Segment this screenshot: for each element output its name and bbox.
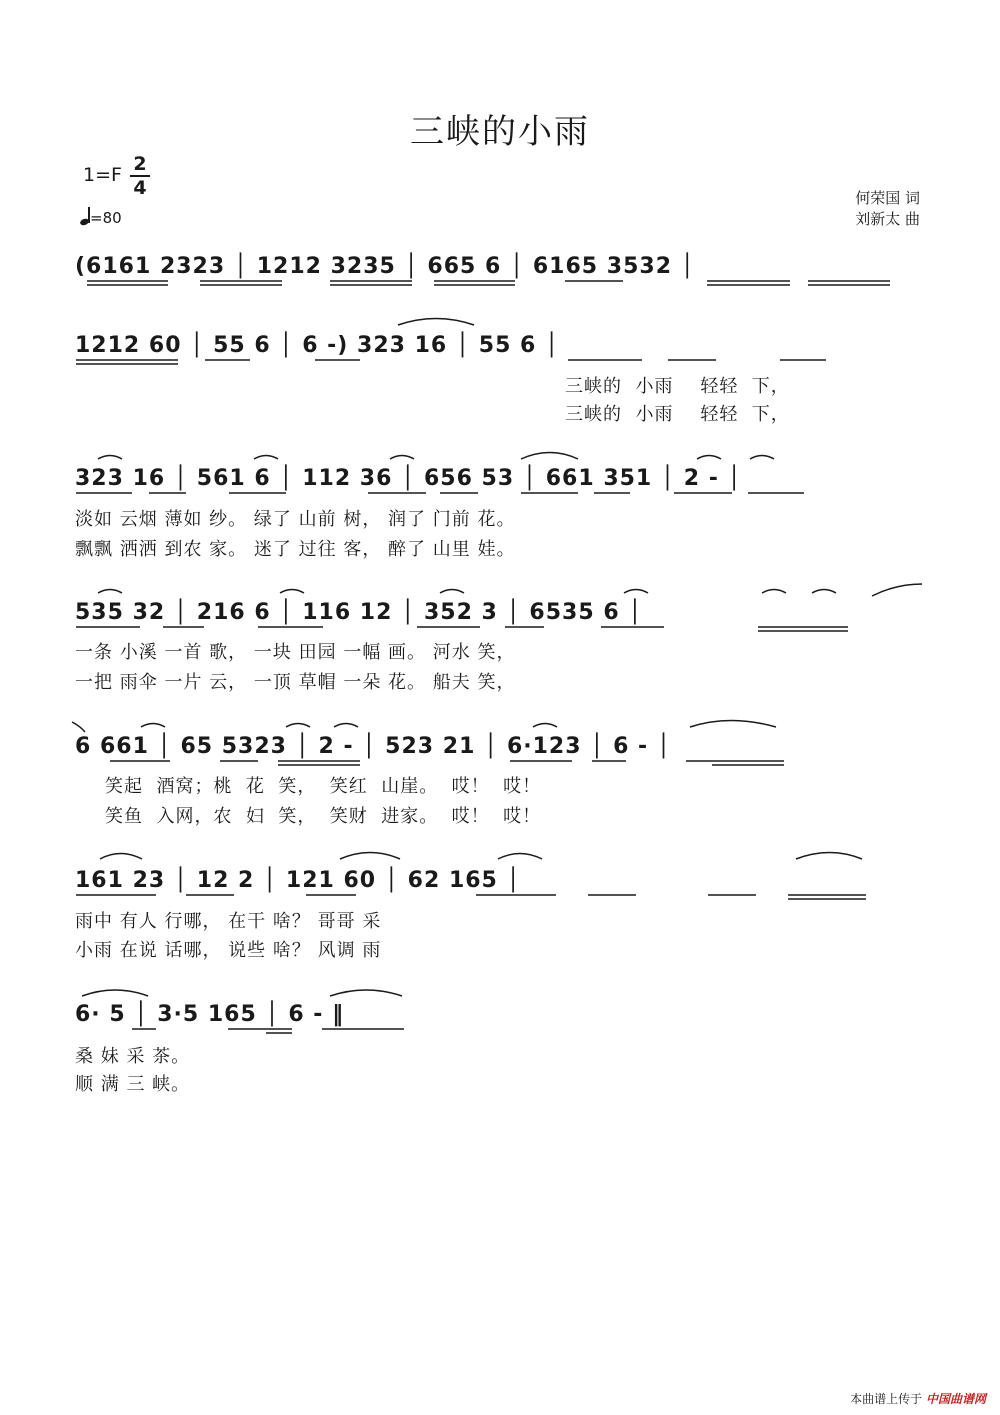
song-title: 三峡的小雨 xyxy=(410,112,590,152)
lyric-line-7-verse-2: 顺 满 三 峡。 xyxy=(75,1074,191,1095)
lyric-line-2-verse-1: 三峡的 小雨 轻轻 下， xyxy=(565,376,790,397)
notation-line-1: (6161 2323 │ 1212 3235 │ 665 6 │ 6165 3532 │ xyxy=(75,254,695,279)
lyricist: 何荣国 词 xyxy=(855,189,920,207)
time-signature-bottom: 4 xyxy=(133,177,147,199)
composer: 刘新太 曲 xyxy=(855,210,920,228)
footer-brand[interactable]: 中国曲谱网 xyxy=(925,1392,986,1406)
notation-line-2: 1212 60 │ 55 6 │ 6 -) 323 16 │ 55 6 │ xyxy=(75,333,560,358)
footer-text: 本曲谱上传于 xyxy=(850,1392,923,1406)
lyric-line-6-verse-2: 小雨 在说 话哪， 说些 啥？ 风调 雨 xyxy=(75,940,382,961)
notation-line-6: 161 23 │ 12 2 │ 121 60 │ 62 165 │ xyxy=(75,868,521,893)
lyric-line-6-verse-1: 雨中 有人 行哪， 在干 啥？ 哥哥 采 xyxy=(75,911,382,932)
lyric-line-7-verse-1: 桑 妹 采 茶。 xyxy=(75,1046,191,1067)
lyric-line-4-verse-2: 一把 雨伞 一片 云， 一顶 草帽 一朵 花。 船夫 笑， xyxy=(75,672,516,693)
lyric-line-2-verse-2: 三峡的 小雨 轻轻 下， xyxy=(565,404,790,425)
notation-line-7: 6· 5 │ 3·5 165 │ 6 - ‖ xyxy=(75,1002,345,1027)
footer xyxy=(850,1390,986,1407)
notation-line-5: 6 661 │ 65 5323 │ 2 - │ 523 21 │ 6·123 │ 6 - │ xyxy=(75,734,672,759)
lyric-line-5-verse-2: 笑鱼 入网，农 妇 笑， 笑财 进家。 哎！ 哎！ xyxy=(105,806,542,827)
lyric-line-5-verse-1: 笑起 酒窝；桃 花 笑， 笑红 山崖。 哎！ 哎！ xyxy=(105,776,542,797)
lyric-line-4-verse-1: 一条 小溪 一首 歌， 一块 田园 一幅 画。 河水 笑， xyxy=(75,642,516,663)
notation-line-3: 323 16 │ 561 6 │ 112 36 │ 656 53 │ 661 351 │ 2 - │ xyxy=(75,466,742,491)
lyric-line-3-verse-1: 淡如 云烟 薄如 纱。 绿了 山前 树， 润了 门前 花。 xyxy=(75,509,516,530)
tempo-value: =80 xyxy=(90,209,122,227)
time-signature-top: 2 xyxy=(133,153,147,175)
lyric-line-3-verse-2: 飘飘 洒洒 到农 家。 迷了 过往 客， 醉了 山里 娃。 xyxy=(75,539,516,560)
key-signature: 1=F xyxy=(83,164,122,186)
notation-line-4: 535 32 │ 216 6 │ 116 12 │ 352 3 │ 6535 6 │ xyxy=(75,600,643,625)
